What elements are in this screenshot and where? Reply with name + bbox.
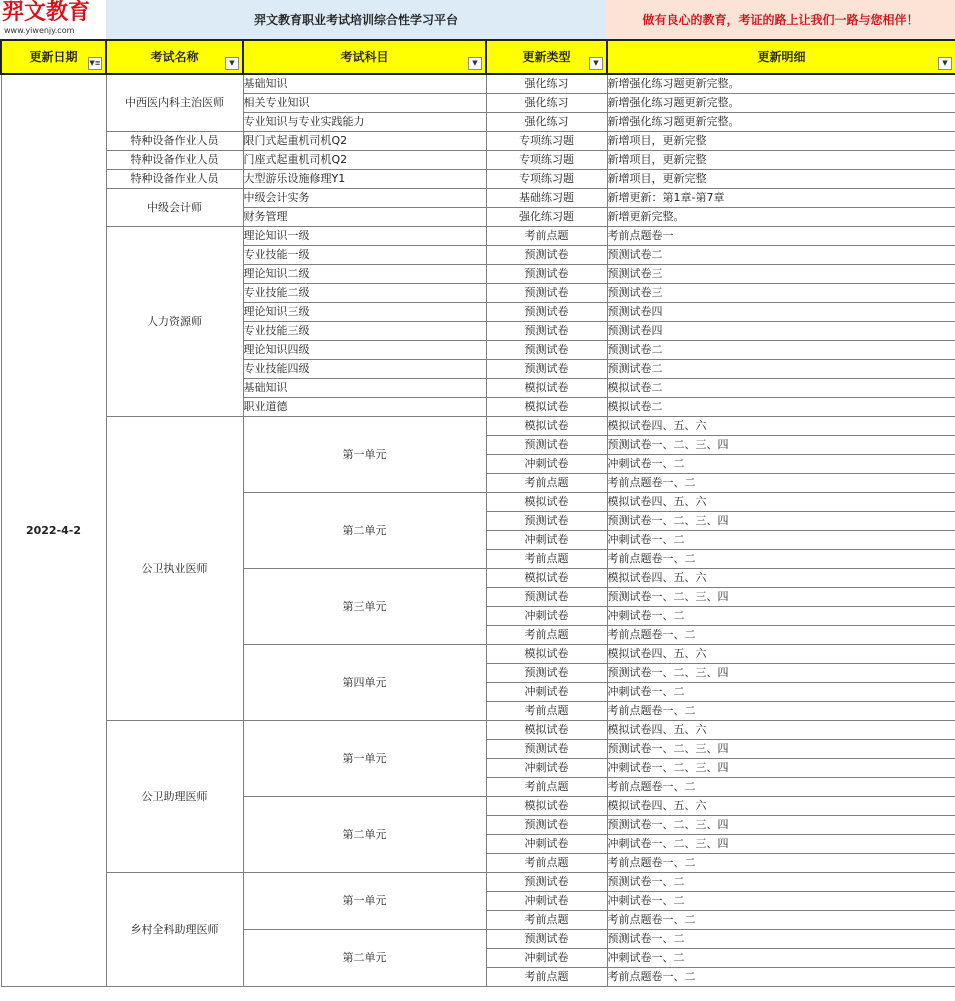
update-detail-cell[interactable]: 预测试卷一、二、三、四 [607, 816, 955, 835]
header-date [1, 40, 106, 74]
banner [0, 0, 955, 39]
exam-name-cell[interactable]: 乡村全科助理医师 [106, 873, 243, 987]
update-type-cell[interactable]: 预测试卷 [486, 664, 607, 683]
update-type-cell[interactable]: 考前点题 [486, 778, 607, 797]
update-detail-cell[interactable]: 冲刺试卷一、二、三、四 [607, 835, 955, 854]
table-row [1, 170, 955, 189]
update-type-cell[interactable]: 基础练习题 [486, 189, 607, 208]
update-type-cell[interactable]: 预测试卷 [486, 303, 607, 322]
update-type-cell[interactable]: 预测试卷 [486, 246, 607, 265]
update-detail-cell[interactable]: 模拟试卷二 [607, 398, 955, 417]
update-detail-cell[interactable]: 冲刺试卷一、二 [607, 683, 955, 702]
exam-name-cell[interactable]: 特种设备作业人员 [106, 151, 243, 170]
logo-text: 羿文教育 [2, 0, 91, 25]
subject-cell[interactable]: 理论知识二级 [243, 265, 486, 284]
update-detail-cell[interactable]: 模拟试卷四、五、六 [607, 493, 955, 512]
update-type-cell[interactable]: 预测试卷 [486, 740, 607, 759]
update-detail-cell[interactable]: 考前点题卷一、二 [607, 626, 955, 645]
update-type-cell[interactable]: 考前点题 [486, 854, 607, 873]
filter-dropdown-icon[interactable]: ▼ [468, 57, 482, 70]
update-detail-cell[interactable]: 冲刺试卷一、二、三、四 [607, 759, 955, 778]
exam-name-cell[interactable]: 特种设备作业人员 [106, 170, 243, 189]
subject-cell[interactable]: 理论知识一级 [243, 227, 486, 246]
update-date-cell[interactable]: 2022-4-2 [1, 74, 106, 987]
update-type-cell[interactable]: 专项练习题 [486, 132, 607, 151]
update-detail-cell[interactable]: 预测试卷一、二、三、四 [607, 664, 955, 683]
table-row [1, 189, 955, 208]
update-type-cell[interactable]: 预测试卷 [486, 322, 607, 341]
table-row [1, 873, 955, 892]
table-row [1, 74, 955, 94]
filter-dropdown-icon[interactable]: ▼ [589, 57, 603, 70]
update-type-cell[interactable]: 模拟试卷 [486, 569, 607, 588]
table-row [1, 151, 955, 170]
subject-cell[interactable]: 专业知识与专业实践能力 [243, 113, 486, 132]
table-row [1, 417, 955, 436]
update-detail-cell[interactable]: 考前点题卷一 [607, 227, 955, 246]
update-detail-cell[interactable]: 考前点题卷一、二 [607, 968, 955, 987]
update-type-cell[interactable]: 考前点题 [486, 911, 607, 930]
update-detail-cell[interactable]: 冲刺试卷一、二 [607, 455, 955, 474]
update-type-cell[interactable]: 冲刺试卷 [486, 683, 607, 702]
header-date-label: 更新日期 [29, 50, 78, 64]
update-type-cell[interactable]: 模拟试卷 [486, 398, 607, 417]
header-detail-label: 更新明细 [757, 50, 806, 64]
update-detail-cell[interactable]: 预测试卷四 [607, 322, 955, 341]
update-type-cell[interactable]: 强化练习 [486, 94, 607, 113]
filter-active-icon[interactable]: ▼≡ [88, 57, 102, 70]
update-detail-cell[interactable]: 预测试卷一、二、三、四 [607, 588, 955, 607]
update-type-cell[interactable]: 冲刺试卷 [486, 835, 607, 854]
update-detail-cell[interactable]: 模拟试卷二 [607, 379, 955, 398]
subject-cell[interactable]: 限门式起重机司机Q2 [243, 132, 486, 151]
table-row [1, 227, 955, 246]
update-type-cell[interactable]: 模拟试卷 [486, 645, 607, 664]
update-detail-cell[interactable]: 模拟试卷四、五、六 [607, 797, 955, 816]
update-detail-cell[interactable]: 预测试卷一、二、三、四 [607, 512, 955, 531]
subject-cell[interactable]: 第四单元 [243, 645, 486, 721]
update-type-cell[interactable]: 模拟试卷 [486, 493, 607, 512]
update-detail-cell[interactable]: 预测试卷一、二、三、四 [607, 436, 955, 455]
update-type-cell[interactable]: 冲刺试卷 [486, 607, 607, 626]
subject-cell[interactable]: 第二单元 [243, 797, 486, 873]
subject-cell[interactable]: 第一单元 [243, 721, 486, 797]
filter-dropdown-icon[interactable]: ▼ [225, 57, 239, 70]
update-type-cell[interactable]: 预测试卷 [486, 588, 607, 607]
update-detail-cell[interactable]: 考前点题卷一、二 [607, 474, 955, 493]
header-exam-label: 考试名称 [150, 50, 199, 64]
update-detail-cell[interactable]: 新增项目，更新完整 [607, 170, 955, 189]
update-type-cell[interactable]: 考前点题 [486, 702, 607, 721]
update-detail-cell[interactable]: 新增强化练习题更新完整。 [607, 113, 955, 132]
update-detail-cell[interactable]: 考前点题卷一、二 [607, 702, 955, 721]
update-type-cell[interactable]: 冲刺试卷 [486, 455, 607, 474]
exam-name-cell[interactable]: 人力资源师 [106, 227, 243, 417]
filter-dropdown-icon[interactable]: ▼ [938, 57, 952, 70]
subject-cell[interactable]: 基础知识 [243, 379, 486, 398]
update-detail-cell[interactable]: 考前点题卷一、二 [607, 550, 955, 569]
update-type-cell[interactable]: 考前点题 [486, 968, 607, 987]
update-type-cell[interactable]: 预测试卷 [486, 436, 607, 455]
exam-name-cell[interactable]: 中级会计师 [106, 189, 243, 227]
update-detail-cell[interactable]: 新增更新完整。 [607, 208, 955, 227]
update-detail-cell[interactable]: 新增项目，更新完整 [607, 151, 955, 170]
update-type-cell[interactable]: 冲刺试卷 [486, 892, 607, 911]
update-type-cell[interactable]: 专项练习题 [486, 151, 607, 170]
update-detail-cell[interactable]: 新增强化练习题更新完整。 [607, 74, 955, 94]
exam-name-cell[interactable]: 特种设备作业人员 [106, 132, 243, 151]
exam-name-cell[interactable]: 中西医内科主治医师 [106, 74, 243, 132]
update-detail-cell[interactable]: 新增项目，更新完整 [607, 132, 955, 151]
update-type-cell[interactable]: 强化练习 [486, 113, 607, 132]
platform-title: 羿文教育职业考试培训综合性学习平台 [106, 0, 606, 39]
update-detail-cell[interactable]: 预测试卷一、二、三、四 [607, 740, 955, 759]
subject-cell[interactable]: 大型游乐设施修理Y1 [243, 170, 486, 189]
update-detail-cell[interactable]: 预测试卷二 [607, 246, 955, 265]
table-row [1, 721, 955, 740]
header-type-label: 更新类型 [522, 50, 571, 64]
subject-cell[interactable]: 理论知识三级 [243, 303, 486, 322]
subject-cell[interactable]: 第二单元 [243, 930, 486, 987]
update-type-cell[interactable]: 冲刺试卷 [486, 949, 607, 968]
subject-cell[interactable]: 专业技能二级 [243, 284, 486, 303]
update-detail-cell[interactable]: 模拟试卷四、五、六 [607, 645, 955, 664]
update-type-cell[interactable]: 模拟试卷 [486, 721, 607, 740]
update-type-cell[interactable]: 预测试卷 [486, 816, 607, 835]
update-table [0, 39, 955, 987]
update-type-cell[interactable]: 强化练习 [486, 74, 607, 94]
subject-cell[interactable]: 相关专业知识 [243, 94, 486, 113]
update-detail-cell[interactable]: 预测试卷一、二 [607, 873, 955, 892]
header-detail [607, 40, 955, 74]
subject-cell[interactable]: 基础知识 [243, 74, 486, 94]
update-type-cell[interactable]: 强化练习题 [486, 208, 607, 227]
subject-cell[interactable]: 理论知识四级 [243, 341, 486, 360]
logo-url: www.yiwenjy.com [4, 26, 75, 35]
update-type-cell[interactable]: 冲刺试卷 [486, 531, 607, 550]
update-detail-cell[interactable]: 冲刺试卷一、二 [607, 607, 955, 626]
update-detail-cell[interactable]: 新增强化练习题更新完整。 [607, 94, 955, 113]
update-detail-cell[interactable]: 预测试卷三 [607, 284, 955, 303]
slogan: 做有良心的教育，考证的路上让我们一路与您相伴！ [606, 0, 955, 39]
logo [0, 0, 106, 39]
update-type-cell[interactable]: 考前点题 [486, 474, 607, 493]
update-detail-cell[interactable]: 模拟试卷四、五、六 [607, 417, 955, 436]
header-subject [243, 40, 486, 74]
header-type [486, 40, 607, 74]
update-type-cell[interactable]: 考前点题 [486, 550, 607, 569]
update-detail-cell[interactable]: 冲刺试卷一、二 [607, 949, 955, 968]
subject-cell[interactable]: 职业道德 [243, 398, 486, 417]
header-row [1, 40, 955, 74]
subject-cell[interactable]: 专业技能三级 [243, 322, 486, 341]
update-detail-cell[interactable]: 预测试卷三 [607, 265, 955, 284]
update-detail-cell[interactable]: 模拟试卷四、五、六 [607, 721, 955, 740]
update-type-cell[interactable]: 预测试卷 [486, 873, 607, 892]
update-detail-cell[interactable]: 预测试卷四 [607, 303, 955, 322]
subject-cell[interactable]: 第二单元 [243, 493, 486, 569]
update-type-cell[interactable]: 预测试卷 [486, 341, 607, 360]
subject-cell[interactable]: 专业技能一级 [243, 246, 486, 265]
update-detail-cell[interactable]: 预测试卷二 [607, 341, 955, 360]
update-detail-cell[interactable]: 模拟试卷四、五、六 [607, 569, 955, 588]
update-type-cell[interactable]: 考前点题 [486, 227, 607, 246]
update-detail-cell[interactable]: 冲刺试卷一、二 [607, 531, 955, 550]
update-detail-cell[interactable]: 新增更新：第1章-第7章 [607, 189, 955, 208]
update-type-cell[interactable]: 专项练习题 [486, 170, 607, 189]
header-exam [106, 40, 243, 74]
update-type-cell[interactable]: 模拟试卷 [486, 379, 607, 398]
subject-cell[interactable]: 门座式起重机司机Q2 [243, 151, 486, 170]
table-row [1, 132, 955, 151]
subject-cell[interactable]: 财务管理 [243, 208, 486, 227]
exam-name-cell[interactable]: 公卫助理医师 [106, 721, 243, 873]
exam-name-cell[interactable]: 公卫执业医师 [106, 417, 243, 721]
subject-cell[interactable]: 第一单元 [243, 417, 486, 493]
update-type-cell[interactable]: 模拟试卷 [486, 797, 607, 816]
update-type-cell[interactable]: 预测试卷 [486, 360, 607, 379]
subject-cell[interactable]: 第一单元 [243, 873, 486, 930]
update-detail-cell[interactable]: 预测试卷二 [607, 360, 955, 379]
update-type-cell[interactable]: 预测试卷 [486, 265, 607, 284]
subject-cell[interactable]: 专业技能四级 [243, 360, 486, 379]
update-detail-cell[interactable]: 考前点题卷一、二 [607, 854, 955, 873]
update-type-cell[interactable]: 模拟试卷 [486, 417, 607, 436]
update-type-cell[interactable]: 预测试卷 [486, 930, 607, 949]
subject-cell[interactable]: 中级会计实务 [243, 189, 486, 208]
update-type-cell[interactable]: 冲刺试卷 [486, 759, 607, 778]
update-detail-cell[interactable]: 考前点题卷一、二 [607, 778, 955, 797]
update-detail-cell[interactable]: 冲刺试卷一、二 [607, 892, 955, 911]
update-detail-cell[interactable]: 预测试卷一、二 [607, 930, 955, 949]
update-type-cell[interactable]: 预测试卷 [486, 284, 607, 303]
subject-cell[interactable]: 第三单元 [243, 569, 486, 645]
header-subject-label: 考试科目 [340, 50, 389, 64]
update-type-cell[interactable]: 预测试卷 [486, 512, 607, 531]
table-body [1, 74, 955, 987]
update-type-cell[interactable]: 考前点题 [486, 626, 607, 645]
update-detail-cell[interactable]: 考前点题卷一、二 [607, 911, 955, 930]
